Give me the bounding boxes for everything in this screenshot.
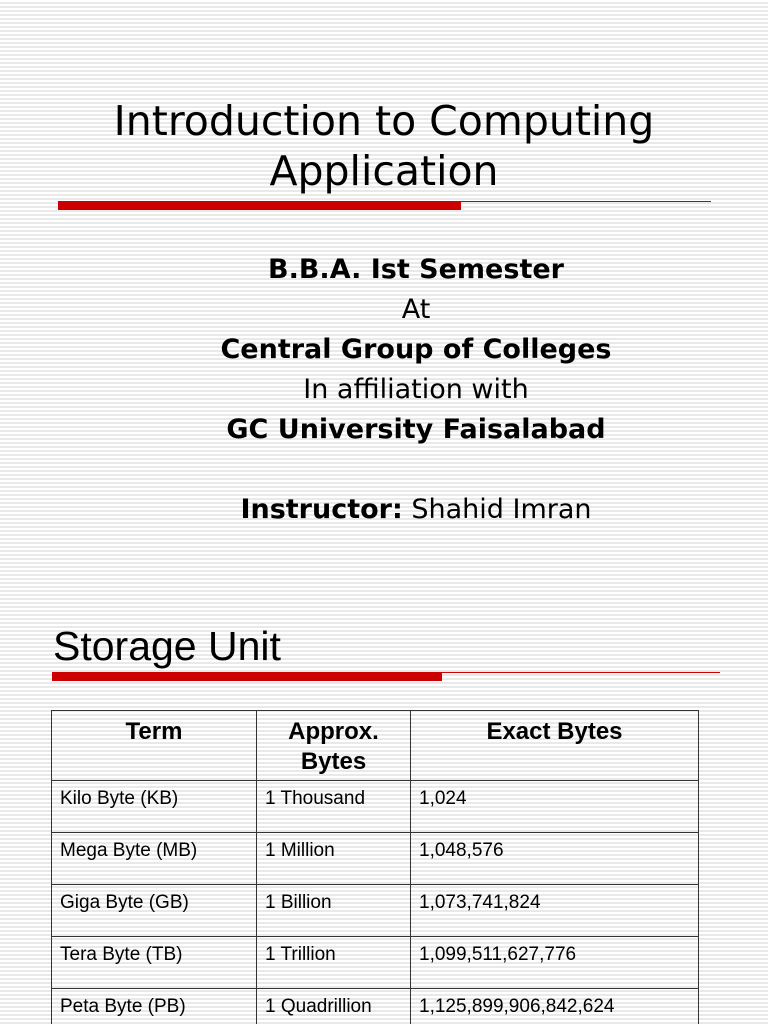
slide-title-line2: Application — [269, 147, 499, 195]
storage-underline-thin — [442, 672, 720, 673]
cell-term: Tera Byte (TB) — [52, 937, 257, 989]
cell-exact: 1,048,576 — [411, 833, 699, 885]
instructor-line — [0, 490, 768, 530]
course-info — [0, 250, 768, 530]
cell-approx: 1 Trillion — [257, 937, 411, 989]
cell-exact: 1,099,511,627,776 — [411, 937, 699, 989]
cell-term: Peta Byte (PB) — [52, 989, 257, 1024]
college-text: Central Group of Colleges — [220, 334, 612, 365]
affiliation-text: In affiliation with — [303, 374, 529, 405]
table-row — [52, 989, 699, 1024]
cell-approx: 1 Quadrillion — [257, 989, 411, 1024]
cell-approx: 1 Thousand — [257, 781, 411, 833]
table-row — [52, 833, 699, 885]
instructor-label: Instructor: — [240, 494, 403, 525]
cell-term: Giga Byte (GB) — [52, 885, 257, 937]
cell-approx: 1 Million — [257, 833, 411, 885]
university-text: GC University Faisalabad — [226, 414, 606, 445]
table-row — [52, 781, 699, 833]
table-row — [52, 885, 699, 937]
cell-term: Kilo Byte (KB) — [52, 781, 257, 833]
storage-unit-title: Storage Unit — [53, 623, 281, 669]
storage-underline-thick — [52, 672, 442, 681]
cell-term: Mega Byte (MB) — [52, 833, 257, 885]
instructor-name: Shahid Imran — [411, 494, 592, 525]
cell-exact: 1,073,741,824 — [411, 885, 699, 937]
slide-title — [0, 96, 768, 196]
header-exact-bytes: Exact Bytes — [411, 711, 699, 781]
table-row — [52, 937, 699, 989]
title-underline-thin — [461, 201, 711, 202]
at-text: At — [401, 294, 431, 325]
header-term: Term — [52, 711, 257, 781]
table-header-row — [52, 711, 699, 781]
cell-exact: 1,125,899,906,842,624 — [411, 989, 699, 1024]
cell-approx: 1 Billion — [257, 885, 411, 937]
title-underline-thick — [58, 201, 461, 210]
program-text: B.B.A. Ist Semester — [268, 254, 564, 285]
storage-units-table — [51, 710, 699, 1024]
header-approx-bytes: Approx. Bytes — [257, 711, 411, 781]
cell-exact: 1,024 — [411, 781, 699, 833]
slide-title-line1: Introduction to Computing — [113, 97, 655, 145]
